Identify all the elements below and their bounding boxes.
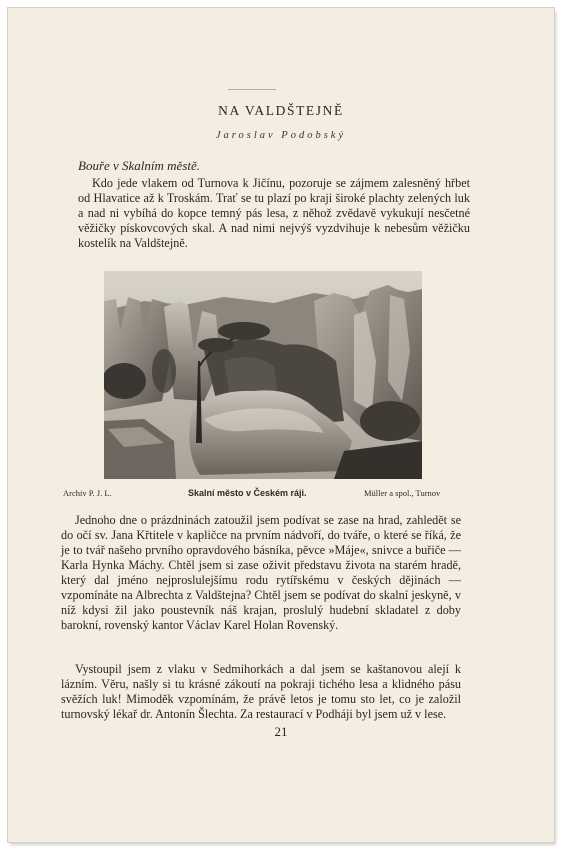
page-number: 21	[274, 724, 288, 739]
top-rule-divider	[228, 89, 276, 90]
article-title: NA VALDŠTEJNĚ	[218, 103, 344, 118]
paragraph-1: Kdo jede vlakem od Turnova k Jičínu, pozoruje se zájmem zalesněný hřbet od Hlavatice až k Troskám. Trať se tu plazí po kraji široké plachty zelených luk a nad ni vybíhá do kopce temný pás lesa, z něhož zvědavě vykukují nesčetné věžičky pískovcových skal. A nad nimi nejvýš vyzdvihuje k nebesům věžičku kostelík na Valdštejně.	[78, 176, 470, 250]
rock-city-photo	[104, 271, 422, 479]
paragraph-3: Vystoupil jsem z vlaku v Sedmihorkách a dal jsem se kaštanovou alejí k lázním. Věru, našly si tu krásné zákoutí na pokraji tichého lesa a klidného pásu svěžích luk! Mimoděk vzpomínám, že právě letos je tomu sto let, co je založil turnovský lékař dr. Antonín Šlechta. Za restaurací v Podháji byl jsem už v lese.	[61, 662, 461, 721]
photo-credit-right: Müller a spol., Turnov	[364, 488, 441, 498]
section-heading: Bouře v Skalním městě.	[78, 158, 201, 173]
paragraph-2: Jednoho dne o prázdninách zatoužil jsem podívat se zase na hrad, zahledět se do očí sv. Jana Křtitele v kapličce na prvním nádvoří, do tváře, o které se říká, že je to tvář našeho prvního opravdového básníka, pěvce »Máje«, snivce a buřiče — Karla Hynka Máchy. Chtěl jsem si zase oživit představu života na starém hradě, který dal jméno nejproslulejšímu rodu rytířskému v českých dějinách — vzpomínáte na Albrechta z Valdštejna? Chtěl jsem se podívat do skalní jeskyně, v níž kdysi žil jako poustevník náš krajan, proslulý hudební skladatel z doby barokní, rovenský kantor Václav Karel Holan Rovenský.	[61, 513, 461, 632]
page-sheet	[8, 8, 554, 842]
article-author: Jaroslav Podobský	[215, 130, 347, 141]
photo-credit-left: Archiv P. J. L.	[63, 488, 112, 498]
photo-caption: Skalní město v Českém ráji.	[188, 488, 307, 498]
